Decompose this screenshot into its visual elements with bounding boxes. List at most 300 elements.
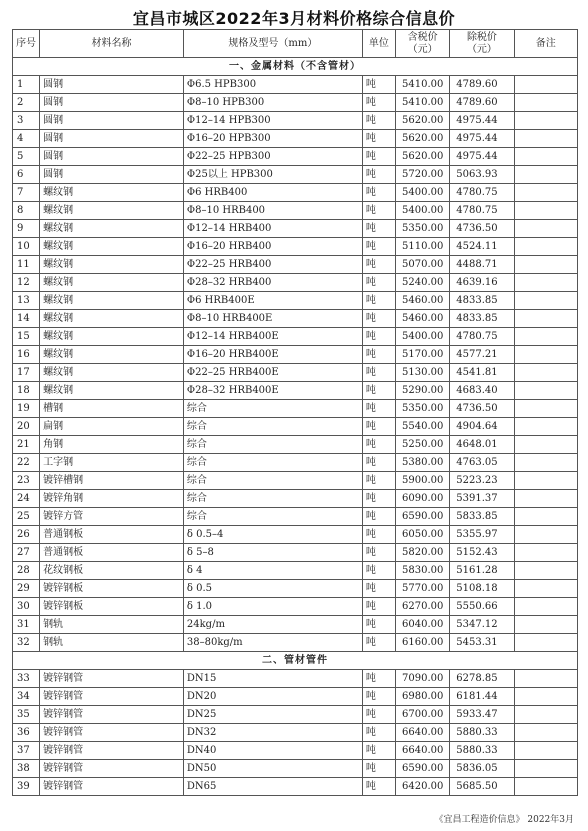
cell-price-tax: 5250.00 (396, 436, 450, 454)
cell-spec: Φ16–20 HRB400 (183, 238, 362, 256)
cell-note (514, 778, 577, 796)
cell-spec: 综合 (183, 418, 362, 436)
cell-spec: δ 1.0 (183, 598, 362, 616)
cell-name: 普通钢板 (40, 526, 184, 544)
cell-spec: 24kg/m (183, 616, 362, 634)
cell-price-tax: 6700.00 (396, 706, 450, 724)
cell-note (514, 274, 577, 292)
cell-unit: 吨 (362, 400, 395, 418)
table-row (13, 184, 578, 202)
cell-price-tax: 5400.00 (396, 328, 450, 346)
cell-no: 28 (13, 562, 40, 580)
table-row (13, 526, 578, 544)
table-row (13, 670, 578, 688)
cell-price-notax: 5933.47 (450, 706, 514, 724)
cell-price-tax: 5110.00 (396, 238, 450, 256)
cell-price-notax: 4833.85 (450, 292, 514, 310)
cell-name: 圆钢 (40, 112, 184, 130)
cell-name: 工字钢 (40, 454, 184, 472)
cell-price-notax: 4736.50 (450, 400, 514, 418)
cell-price-notax: 4789.60 (450, 94, 514, 112)
cell-unit: 吨 (362, 706, 395, 724)
section-title: 一、金属材料（不含管材） (13, 58, 578, 76)
cell-price-tax: 5130.00 (396, 364, 450, 382)
cell-unit: 吨 (362, 328, 395, 346)
cell-no: 30 (13, 598, 40, 616)
table-row (13, 688, 578, 706)
table-row (13, 490, 578, 508)
cell-price-tax: 6980.00 (396, 688, 450, 706)
cell-unit: 吨 (362, 202, 395, 220)
cell-no: 24 (13, 490, 40, 508)
table-row (13, 634, 578, 652)
cell-price-tax: 5460.00 (396, 310, 450, 328)
cell-note (514, 166, 577, 184)
cell-unit: 吨 (362, 94, 395, 112)
cell-no: 26 (13, 526, 40, 544)
cell-unit: 吨 (362, 670, 395, 688)
cell-note (514, 760, 577, 778)
cell-name: 普通钢板 (40, 544, 184, 562)
cell-spec: 综合 (183, 454, 362, 472)
cell-no: 10 (13, 238, 40, 256)
cell-note (514, 490, 577, 508)
cell-spec: 综合 (183, 436, 362, 454)
cell-no: 6 (13, 166, 40, 184)
cell-price-notax: 5453.31 (450, 634, 514, 652)
header-name: 材料名称 (40, 30, 184, 58)
cell-name: 花纹钢板 (40, 562, 184, 580)
cell-spec: Φ6 HRB400 (183, 184, 362, 202)
source-footer: 《宜昌工程造价信息》 2022年3月 (434, 815, 574, 825)
cell-note (514, 724, 577, 742)
cell-spec: Φ12–14 HRB400E (183, 328, 362, 346)
table-row (13, 742, 578, 760)
cell-note (514, 346, 577, 364)
cell-no: 14 (13, 310, 40, 328)
cell-spec: Φ22–25 HRB400 (183, 256, 362, 274)
cell-unit: 吨 (362, 292, 395, 310)
cell-note (514, 202, 577, 220)
cell-name: 螺纹钢 (40, 220, 184, 238)
cell-no: 29 (13, 580, 40, 598)
cell-price-tax: 5070.00 (396, 256, 450, 274)
cell-no: 8 (13, 202, 40, 220)
table-row (13, 238, 578, 256)
cell-spec: DN50 (183, 760, 362, 778)
cell-unit: 吨 (362, 166, 395, 184)
cell-note (514, 634, 577, 652)
table-row (13, 220, 578, 238)
cell-note (514, 220, 577, 238)
table-body (13, 58, 578, 796)
cell-name: 镀锌钢管 (40, 778, 184, 796)
cell-price-notax: 6181.44 (450, 688, 514, 706)
cell-note (514, 256, 577, 274)
cell-price-notax: 5833.85 (450, 508, 514, 526)
table-row (13, 760, 578, 778)
table-row (13, 454, 578, 472)
cell-spec: δ 5–8 (183, 544, 362, 562)
table-row (13, 400, 578, 418)
cell-no: 3 (13, 112, 40, 130)
table-row (13, 256, 578, 274)
cell-unit: 吨 (362, 184, 395, 202)
cell-no: 21 (13, 436, 40, 454)
cell-name: 圆钢 (40, 130, 184, 148)
cell-price-notax: 4648.01 (450, 436, 514, 454)
cell-no: 32 (13, 634, 40, 652)
cell-note (514, 148, 577, 166)
cell-price-tax: 6640.00 (396, 742, 450, 760)
cell-price-notax: 5223.23 (450, 472, 514, 490)
cell-note (514, 382, 577, 400)
cell-unit: 吨 (362, 526, 395, 544)
cell-price-tax: 5820.00 (396, 544, 450, 562)
cell-price-tax: 5410.00 (396, 76, 450, 94)
table-row (13, 94, 578, 112)
cell-note (514, 454, 577, 472)
table-row (13, 310, 578, 328)
cell-note (514, 310, 577, 328)
cell-no: 23 (13, 472, 40, 490)
cell-price-tax: 6590.00 (396, 760, 450, 778)
cell-unit: 吨 (362, 238, 395, 256)
table-row (13, 76, 578, 94)
table-row (13, 418, 578, 436)
cell-name: 螺纹钢 (40, 256, 184, 274)
table-row (13, 130, 578, 148)
cell-no: 13 (13, 292, 40, 310)
cell-no: 34 (13, 688, 40, 706)
table-row (13, 166, 578, 184)
cell-price-notax: 4975.44 (450, 112, 514, 130)
cell-name: 镀锌钢管 (40, 760, 184, 778)
header-unit: 单位 (362, 30, 395, 58)
cell-no: 12 (13, 274, 40, 292)
cell-note (514, 508, 577, 526)
cell-price-tax: 5400.00 (396, 202, 450, 220)
table-row (13, 580, 578, 598)
cell-name: 圆钢 (40, 166, 184, 184)
cell-name: 圆钢 (40, 76, 184, 94)
cell-unit: 吨 (362, 598, 395, 616)
cell-spec: 综合 (183, 508, 362, 526)
cell-no: 4 (13, 130, 40, 148)
cell-price-tax: 5620.00 (396, 112, 450, 130)
cell-spec: DN20 (183, 688, 362, 706)
cell-price-notax: 4488.71 (450, 256, 514, 274)
table-row (13, 148, 578, 166)
cell-price-notax: 5152.43 (450, 544, 514, 562)
cell-unit: 吨 (362, 544, 395, 562)
cell-price-tax: 6050.00 (396, 526, 450, 544)
cell-no: 5 (13, 148, 40, 166)
cell-no: 17 (13, 364, 40, 382)
table-row (13, 382, 578, 400)
cell-spec: DN32 (183, 724, 362, 742)
cell-no: 7 (13, 184, 40, 202)
page-title: 宜昌市城区2022年3月材料价格综合信息价 (132, 9, 456, 28)
cell-name: 螺纹钢 (40, 364, 184, 382)
table-row (13, 508, 578, 526)
cell-price-notax: 5685.50 (450, 778, 514, 796)
cell-price-tax: 5350.00 (396, 220, 450, 238)
cell-unit: 吨 (362, 418, 395, 436)
cell-spec: DN25 (183, 706, 362, 724)
cell-no: 39 (13, 778, 40, 796)
cell-unit: 吨 (362, 454, 395, 472)
cell-unit: 吨 (362, 472, 395, 490)
cell-name: 圆钢 (40, 94, 184, 112)
cell-note (514, 94, 577, 112)
cell-unit: 吨 (362, 130, 395, 148)
cell-no: 25 (13, 508, 40, 526)
cell-no: 19 (13, 400, 40, 418)
cell-price-notax: 5108.18 (450, 580, 514, 598)
cell-note (514, 130, 577, 148)
table-row (13, 292, 578, 310)
cell-spec: Φ6 HRB400E (183, 292, 362, 310)
cell-no: 1 (13, 76, 40, 94)
cell-price-notax: 5836.05 (450, 760, 514, 778)
cell-note (514, 706, 577, 724)
cell-unit: 吨 (362, 778, 395, 796)
cell-name: 扁钢 (40, 418, 184, 436)
cell-no: 18 (13, 382, 40, 400)
cell-no: 38 (13, 760, 40, 778)
cell-spec: DN15 (183, 670, 362, 688)
cell-name: 螺纹钢 (40, 238, 184, 256)
table-row (13, 364, 578, 382)
cell-unit: 吨 (362, 760, 395, 778)
cell-spec: 综合 (183, 472, 362, 490)
cell-name: 螺纹钢 (40, 310, 184, 328)
cell-unit: 吨 (362, 490, 395, 508)
cell-note (514, 112, 577, 130)
cell-price-tax: 5540.00 (396, 418, 450, 436)
cell-no: 9 (13, 220, 40, 238)
cell-price-notax: 5347.12 (450, 616, 514, 634)
cell-unit: 吨 (362, 256, 395, 274)
table-row (13, 274, 578, 292)
cell-spec: Φ8–10 HPB300 (183, 94, 362, 112)
cell-price-tax: 5380.00 (396, 454, 450, 472)
cell-spec: Φ22–25 HPB300 (183, 148, 362, 166)
cell-no: 2 (13, 94, 40, 112)
cell-name: 钢轨 (40, 634, 184, 652)
cell-note (514, 598, 577, 616)
cell-spec: Φ28–32 HRB400 (183, 274, 362, 292)
table-row (13, 112, 578, 130)
cell-spec: δ 4 (183, 562, 362, 580)
cell-price-tax: 6160.00 (396, 634, 450, 652)
cell-price-notax: 5063.93 (450, 166, 514, 184)
table-row (13, 472, 578, 490)
header-price-notax: 除税价 （元） (450, 30, 514, 58)
cell-unit: 吨 (362, 76, 395, 94)
cell-note (514, 292, 577, 310)
cell-unit: 吨 (362, 562, 395, 580)
cell-unit: 吨 (362, 580, 395, 598)
cell-price-notax: 5355.97 (450, 526, 514, 544)
cell-spec: Φ16–20 HPB300 (183, 130, 362, 148)
cell-note (514, 418, 577, 436)
table-row (13, 544, 578, 562)
cell-note (514, 184, 577, 202)
cell-spec: Φ8–10 HRB400 (183, 202, 362, 220)
cell-name: 镀锌钢管 (40, 742, 184, 760)
cell-name: 镀锌钢板 (40, 580, 184, 598)
cell-price-tax: 6590.00 (396, 508, 450, 526)
table-row (13, 724, 578, 742)
section-header-row (13, 652, 578, 670)
cell-price-tax: 7090.00 (396, 670, 450, 688)
cell-no: 35 (13, 706, 40, 724)
cell-no: 11 (13, 256, 40, 274)
cell-price-notax: 5550.66 (450, 598, 514, 616)
cell-note (514, 544, 577, 562)
cell-price-notax: 4833.85 (450, 310, 514, 328)
cell-unit: 吨 (362, 310, 395, 328)
cell-price-notax: 4780.75 (450, 328, 514, 346)
cell-spec: Φ28–32 HRB400E (183, 382, 362, 400)
cell-note (514, 436, 577, 454)
cell-spec: 综合 (183, 490, 362, 508)
cell-no: 37 (13, 742, 40, 760)
cell-name: 角钢 (40, 436, 184, 454)
header-note: 备注 (514, 30, 577, 58)
cell-name: 螺纹钢 (40, 184, 184, 202)
cell-price-tax: 5460.00 (396, 292, 450, 310)
cell-unit: 吨 (362, 742, 395, 760)
cell-price-tax: 6420.00 (396, 778, 450, 796)
price-table (12, 29, 578, 796)
cell-price-notax: 5880.33 (450, 742, 514, 760)
table-row (13, 706, 578, 724)
cell-unit: 吨 (362, 148, 395, 166)
cell-name: 螺纹钢 (40, 346, 184, 364)
cell-price-notax: 4577.21 (450, 346, 514, 364)
cell-name: 螺纹钢 (40, 328, 184, 346)
cell-note (514, 526, 577, 544)
cell-price-tax: 5830.00 (396, 562, 450, 580)
cell-unit: 吨 (362, 274, 395, 292)
cell-note (514, 328, 577, 346)
cell-price-notax: 4780.75 (450, 184, 514, 202)
cell-price-notax: 4763.05 (450, 454, 514, 472)
table-header-row (13, 30, 578, 58)
cell-spec: DN40 (183, 742, 362, 760)
cell-price-notax: 6278.85 (450, 670, 514, 688)
cell-price-notax: 4683.40 (450, 382, 514, 400)
header-spec: 规格及型号（mm） (183, 30, 362, 58)
cell-price-tax: 5720.00 (396, 166, 450, 184)
cell-price-notax: 4541.81 (450, 364, 514, 382)
cell-spec: Φ16–20 HRB400E (183, 346, 362, 364)
cell-price-notax: 4789.60 (450, 76, 514, 94)
cell-name: 螺纹钢 (40, 202, 184, 220)
cell-unit: 吨 (362, 634, 395, 652)
cell-price-notax: 4975.44 (450, 148, 514, 166)
cell-name: 圆钢 (40, 148, 184, 166)
cell-no: 27 (13, 544, 40, 562)
cell-name: 镀锌钢板 (40, 598, 184, 616)
cell-unit: 吨 (362, 616, 395, 634)
cell-price-tax: 6090.00 (396, 490, 450, 508)
cell-price-notax: 4736.50 (450, 220, 514, 238)
cell-spec: δ 0.5 (183, 580, 362, 598)
cell-spec: 综合 (183, 400, 362, 418)
cell-price-tax: 5350.00 (396, 400, 450, 418)
cell-spec: Φ12–14 HPB300 (183, 112, 362, 130)
table-row (13, 598, 578, 616)
cell-unit: 吨 (362, 220, 395, 238)
cell-no: 31 (13, 616, 40, 634)
cell-price-tax: 6270.00 (396, 598, 450, 616)
cell-price-tax: 5400.00 (396, 184, 450, 202)
cell-unit: 吨 (362, 346, 395, 364)
table-row (13, 778, 578, 796)
cell-name: 镀锌角钢 (40, 490, 184, 508)
cell-note (514, 742, 577, 760)
cell-unit: 吨 (362, 112, 395, 130)
cell-name: 螺纹钢 (40, 292, 184, 310)
cell-unit: 吨 (362, 364, 395, 382)
cell-spec: Φ25以上 HPB300 (183, 166, 362, 184)
header-no: 序号 (13, 30, 40, 58)
cell-price-tax: 5620.00 (396, 130, 450, 148)
cell-price-notax: 4639.16 (450, 274, 514, 292)
table-row (13, 436, 578, 454)
section-title: 二、管材管件 (13, 652, 578, 670)
cell-name: 镀锌钢管 (40, 724, 184, 742)
cell-note (514, 238, 577, 256)
cell-price-tax: 5290.00 (396, 382, 450, 400)
cell-name: 螺纹钢 (40, 274, 184, 292)
cell-unit: 吨 (362, 508, 395, 526)
cell-note (514, 616, 577, 634)
cell-price-notax: 5161.28 (450, 562, 514, 580)
cell-price-tax: 6640.00 (396, 724, 450, 742)
cell-spec: 38–80kg/m (183, 634, 362, 652)
cell-name: 镀锌钢管 (40, 670, 184, 688)
cell-note (514, 562, 577, 580)
cell-spec: DN65 (183, 778, 362, 796)
cell-price-notax: 5880.33 (450, 724, 514, 742)
cell-price-notax: 4975.44 (450, 130, 514, 148)
cell-name: 槽钢 (40, 400, 184, 418)
cell-name: 镀锌钢管 (40, 706, 184, 724)
table-row (13, 202, 578, 220)
cell-spec: Φ12–14 HRB400 (183, 220, 362, 238)
cell-price-tax: 5410.00 (396, 94, 450, 112)
cell-note (514, 76, 577, 94)
cell-price-tax: 6040.00 (396, 616, 450, 634)
cell-price-notax: 5391.37 (450, 490, 514, 508)
cell-no: 20 (13, 418, 40, 436)
cell-price-tax: 5770.00 (396, 580, 450, 598)
cell-spec: δ 0.5–4 (183, 526, 362, 544)
cell-name: 镀锌槽钢 (40, 472, 184, 490)
cell-no: 16 (13, 346, 40, 364)
cell-note (514, 400, 577, 418)
cell-name: 镀锌钢管 (40, 688, 184, 706)
cell-no: 33 (13, 670, 40, 688)
section-header-row (13, 58, 578, 76)
cell-price-notax: 4904.64 (450, 418, 514, 436)
cell-note (514, 688, 577, 706)
